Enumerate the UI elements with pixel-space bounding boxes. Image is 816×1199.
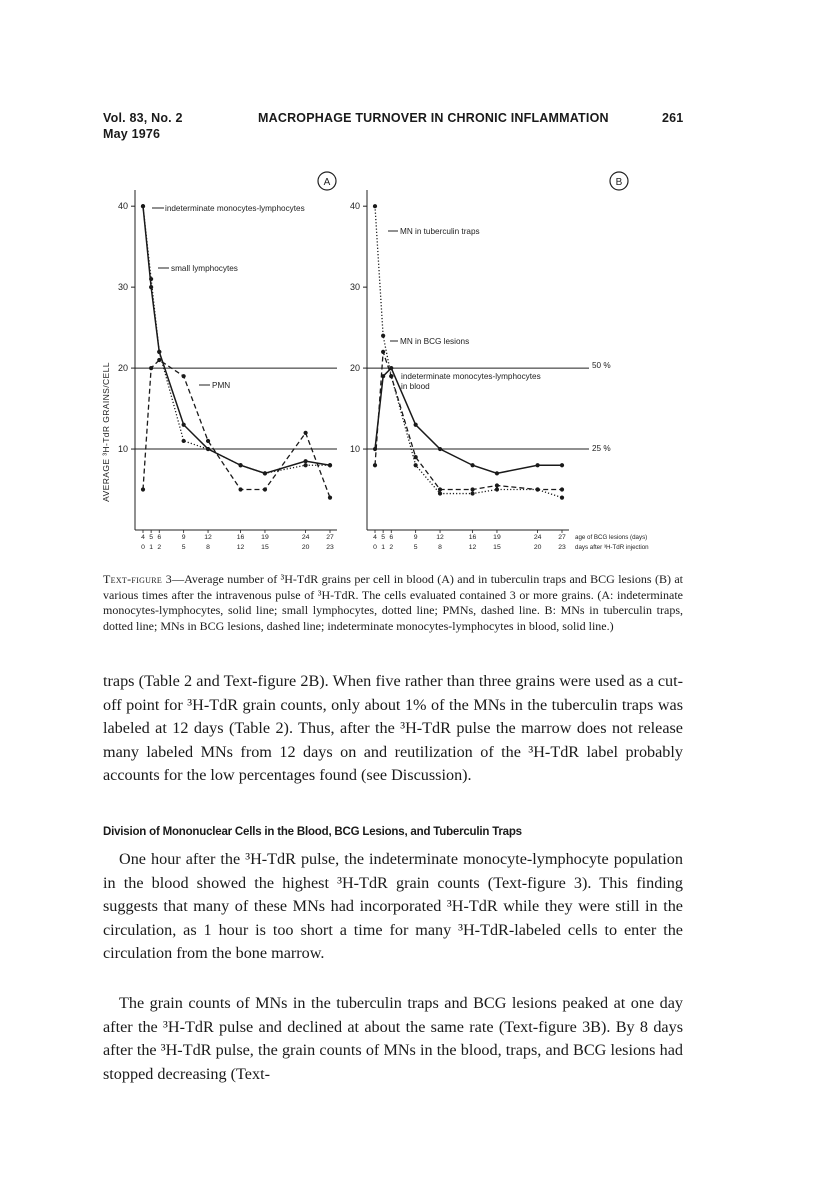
panel-b-series-2-point	[438, 487, 442, 491]
panel-b-xtick-injection-label: 0	[373, 544, 377, 551]
panel-b-xtick-bcg-label: 4	[373, 534, 377, 541]
panel-b-xtick-injection-label: 15	[493, 544, 501, 551]
legend-b-tuberculin: MN in tuberculin traps	[400, 227, 480, 236]
legend-a-small-lymphocytes: small lymphocytes	[171, 264, 238, 273]
panel-b-series-2-point	[381, 350, 385, 354]
panel-b-ytick-label: 10	[349, 444, 360, 455]
body-paragraph-1: traps (Table 2 and Text-figure 2B). When five rather than three grains were used as a cut-off point for ³H-TdR grain counts, only about 1% of the MNs in the tuberculin traps was labeled at 12 days (Table 2). Thus, after the ³H-TdR pulse the marrow does not release many labeled MNs from 12 days on and reutilization of the ³H-TdR label probably accounts for the low percentages found (see Discussion).	[103, 672, 683, 785]
section-heading: Division of Mononuclear Cells in the Blood, BCG Lesions, and Tuberculin Traps	[103, 826, 522, 838]
panel-b-xtick-bcg-label: 12	[436, 534, 444, 541]
panel-a-ytick-label: 30	[117, 282, 128, 293]
panel-a-series-2-point	[141, 204, 145, 208]
panel-b-series-2-point	[470, 487, 474, 491]
panel-b-series-1-point	[381, 334, 385, 338]
panel-a-series-3-point	[328, 496, 332, 500]
panel-a-xtick-bcg-label: 24	[301, 534, 310, 541]
panel-b-series-3-point	[560, 463, 564, 467]
panel-b-series-3-point	[389, 366, 393, 370]
panel-b-xtick-injection-label: 1	[381, 544, 386, 551]
figure-caption	[103, 572, 683, 634]
x-caption-bcg-age: age of BCG lesions (days)	[575, 534, 648, 541]
panel-b-series-1-point	[373, 204, 377, 208]
panel-a-series-2-point	[182, 439, 186, 443]
panel-b-series-1-line	[375, 206, 562, 497]
panel-a-ytick-label: 20	[117, 363, 128, 374]
panel-b-ytick-label: 40	[349, 201, 360, 212]
panel-b-series-3-point	[536, 463, 540, 467]
header-date: May 1976	[103, 127, 161, 141]
panel-a-xtick-bcg-label: 12	[204, 534, 212, 541]
panel-b-series-2-point	[495, 483, 499, 487]
panel-a-series-3-point	[141, 487, 145, 491]
legend-b-indeterminate-line2: in blood	[401, 382, 430, 391]
panel-b-series-3-point	[438, 447, 442, 451]
legend-b-indeterminate-line1: indeterminate monocytes-lymphocytes	[401, 372, 541, 381]
text-figure-3	[95, 160, 725, 560]
panel-a-ytick-label: 40	[117, 201, 128, 212]
panel-b-xtick-injection-label: 20	[533, 544, 542, 551]
panel-a-series-1-line	[143, 206, 330, 473]
caption-text: —Average number of ³H-TdR grains per cell in blood (A) and in tuberculin traps and BCG lesions (B) at various times after the intravenous pulse of ³H-TdR. The cells evaluated contained 3 or more grains. (A: indeterminate monocytes-lymphocytes, solid line; small lymphocytes, dotted line; PMNs, dashed line. B: MNs in tuberculin traps, dotted line; MNs in BCG lesions, dashed line; indeterminate monocytes-lymphocytes in blood, solid line.)	[103, 572, 683, 633]
legend-b-bcg: MN in BCG lesions	[400, 337, 470, 346]
panel-b-series-1-point	[495, 487, 499, 491]
panel-a-xtick-bcg-label: 27	[326, 534, 334, 541]
panel-a-series-3-point	[304, 431, 308, 435]
panel-b-series-3-point	[381, 374, 385, 378]
panel-a-series-2-line	[143, 206, 330, 473]
panel-b-series-1-point	[438, 491, 442, 495]
panel-b-series-3-point	[495, 471, 499, 475]
panel-b-xtick-injection-label: 12	[468, 544, 477, 551]
panel-b-xtick-injection-label: 8	[438, 544, 442, 551]
panel-b-series-3-point	[373, 447, 377, 451]
header-title: MACROPHAGE TURNOVER IN CHRONIC INFLAMMATION	[258, 111, 609, 125]
ref-line-50-label: 50 %	[592, 361, 611, 370]
panel-b-xtick-injection-label: 5	[413, 544, 418, 551]
header-page-number: 261	[662, 111, 684, 125]
panel-a-xtick-injection-label: 12	[236, 544, 245, 551]
legend-a-pmn: PMN	[212, 381, 231, 390]
panel-a-xtick-bcg-label: 4	[141, 534, 145, 541]
panel-a-xtick-bcg-label: 5	[149, 534, 154, 541]
panel-a-series-2-point	[149, 277, 153, 281]
panel-a-series-3-line	[143, 360, 330, 498]
panel-b-series-2-point	[414, 455, 418, 459]
panel-b-series-2-point	[373, 463, 377, 467]
panel-b-series-1-point	[560, 496, 564, 500]
panel-b-series-2-point	[389, 374, 393, 378]
panel-a-series-1-point	[304, 459, 308, 463]
panel-a-xtick-bcg-label: 16	[236, 534, 245, 541]
panel-a-xtick-injection-label: 23	[326, 544, 334, 551]
legend-a-indeterminate: indeterminate monocytes-lymphocytes	[165, 204, 305, 213]
panel-a-xtick-bcg-label: 6	[157, 534, 162, 541]
panel-b-xtick-bcg-label: 24	[533, 534, 542, 541]
panel-a-label: A	[323, 177, 331, 188]
panel-a-xtick-injection-label: 15	[261, 544, 269, 551]
panel-a-series-3-point	[157, 358, 161, 362]
panel-a-series-2-point	[304, 463, 308, 467]
panel-b-xtick-injection-label: 23	[558, 544, 566, 551]
panel-b-xtick-bcg-label: 6	[389, 534, 394, 541]
caption-lead: Text-figure 3	[103, 572, 173, 586]
panel-a-ytick-label: 10	[117, 444, 128, 455]
x-caption-days-after-injection: days after ³H-TdR injection	[575, 544, 649, 551]
panel-a-xtick-injection-label: 20	[301, 544, 310, 551]
y-axis-label: AVERAGE ³H-TdR GRAINS/CELL	[101, 362, 111, 502]
panel-b-xtick-bcg-label: 27	[558, 534, 566, 541]
panel-a-series-3-point	[238, 487, 242, 491]
panel-a-series-3-point	[182, 374, 186, 378]
panel-b-series-2-point	[536, 487, 540, 491]
panel-a-series-1-point	[149, 285, 153, 289]
panel-b-series-3-point	[414, 423, 418, 427]
panel-a-xtick-injection-label: 1	[149, 544, 154, 551]
panel-b-xtick-bcg-label: 9	[413, 534, 418, 541]
panel-a-xtick-injection-label: 5	[181, 544, 186, 551]
panel-a-xtick-injection-label: 2	[157, 544, 162, 551]
panel-a-series-2-point	[263, 471, 267, 475]
panel-b-series-2-point	[560, 487, 564, 491]
panel-a-series-3-point	[263, 487, 267, 491]
panel-a-series-3-point	[149, 366, 153, 370]
panel-b-xtick-injection-label: 2	[389, 544, 394, 551]
panel-b-xtick-bcg-label: 16	[468, 534, 477, 541]
panel-b-ytick-label: 30	[349, 282, 360, 293]
header-volume: Vol. 83, No. 2	[103, 111, 183, 125]
panel-a-series-1-point	[182, 423, 186, 427]
panel-a-series-2-point	[238, 463, 242, 467]
panel-a-series-2-point	[157, 350, 161, 354]
panel-b-ytick-label: 20	[349, 363, 360, 374]
panel-a-xtick-injection-label: 8	[206, 544, 210, 551]
panel-a-series-2-point	[328, 463, 332, 467]
panel-b-xtick-bcg-label: 5	[381, 534, 386, 541]
panel-a-xtick-injection-label: 0	[141, 544, 145, 551]
panel-a-series-3-point	[206, 439, 210, 443]
panel-b-series-1-point	[414, 463, 418, 467]
body-paragraph-2: One hour after the ³H-TdR pulse, the indeterminate monocyte-lymphocyte population in the blood showed the highest ³H-TdR grain counts (Text-figure 3). This finding suggests that many of these MNs had incorporated ³H-TdR while they were still in the circulation, as 1 hour is too short a time for many ³H-TdR-labeled cells to enter the circulation from the bone marrow.	[103, 850, 683, 963]
panel-b-xtick-bcg-label: 19	[493, 534, 501, 541]
panel-b-series-1-point	[470, 491, 474, 495]
body-paragraph-3: The grain counts of MNs in the tuberculin traps and BCG lesions peaked at one day after the ³H-TdR pulse and declined at about the same rate (Text-figure 3B). By 8 days after the ³H-TdR pulse, the grain counts of MNs in the blood, traps, and BCG lesions had stopped decreasing (Text-	[103, 994, 683, 1083]
panel-b-label: B	[615, 177, 623, 188]
panel-a-xtick-bcg-label: 19	[261, 534, 269, 541]
ref-line-25-label: 25 %	[592, 444, 611, 453]
panel-a-xtick-bcg-label: 9	[181, 534, 186, 541]
panel-a-series-2-point	[206, 447, 210, 451]
panel-b-series-3-point	[470, 463, 474, 467]
